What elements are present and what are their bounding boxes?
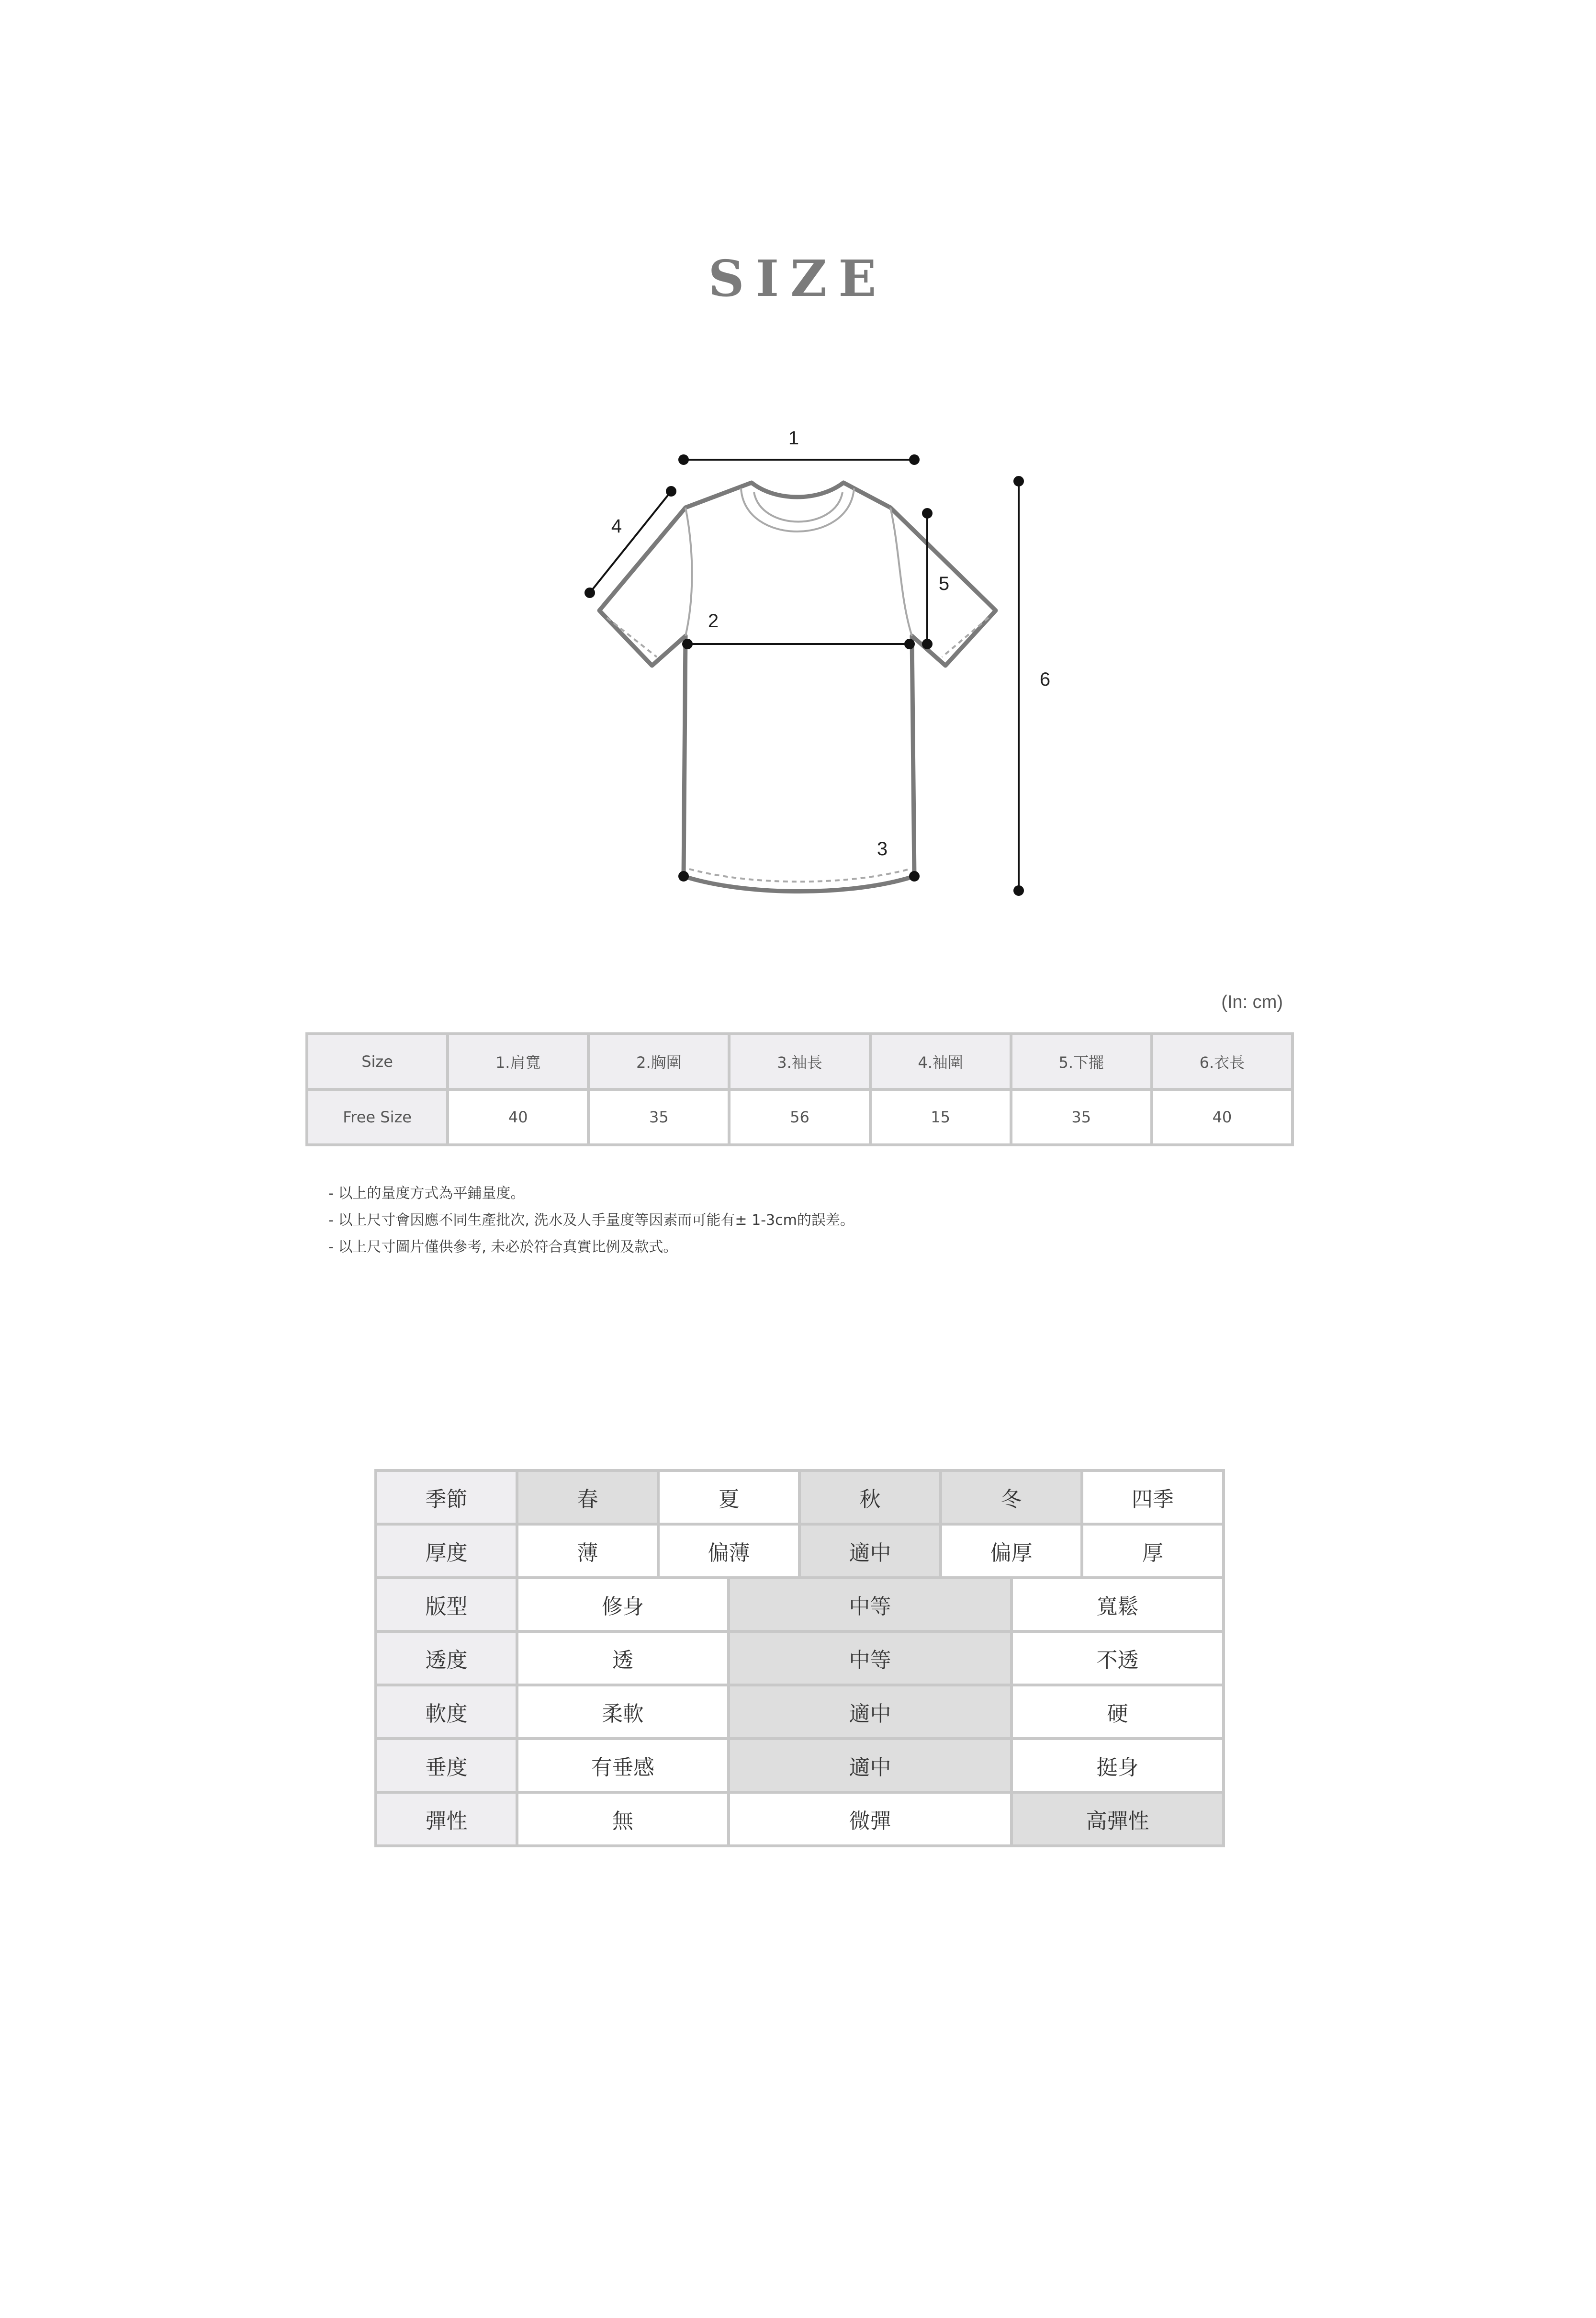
header-hem: 5.下擺 <box>1011 1034 1152 1089</box>
cell-length: 40 <box>1152 1089 1293 1145</box>
elasticity-label: 彈性 <box>376 1792 517 1846</box>
note-item: - 以上尺寸圖片僅供參考, 未必於符合真實比例及款式。 <box>328 1239 678 1255</box>
transparency-opaque: 不透 <box>1012 1631 1224 1685</box>
transparency-medium: 中等 <box>729 1631 1012 1685</box>
row-season <box>376 1470 1224 1524</box>
label-5: 5 <box>938 573 950 594</box>
cell-hem: 35 <box>1011 1089 1152 1145</box>
season-label: 季節 <box>376 1470 517 1524</box>
label-4: 4 <box>611 516 622 537</box>
label-2: 2 <box>708 611 719 632</box>
note-item: - 以上的量度方式為平鋪量度。 <box>328 1185 525 1202</box>
row-transparency <box>376 1631 1224 1685</box>
softness-label: 軟度 <box>376 1685 517 1739</box>
softness-medium: 適中 <box>729 1685 1012 1739</box>
fit-label: 版型 <box>376 1578 517 1631</box>
fit-regular: 中等 <box>729 1578 1012 1631</box>
drape-flowy: 有垂感 <box>517 1739 729 1792</box>
row-thickness <box>376 1524 1224 1578</box>
thickness-slightly-thick: 偏厚 <box>941 1524 1082 1578</box>
season-autumn: 秋 <box>799 1470 941 1524</box>
header-length: 6.衣長 <box>1152 1034 1293 1089</box>
cell-size-name: Free Size <box>307 1089 448 1145</box>
label-6: 6 <box>1039 669 1051 690</box>
season-spring: 春 <box>517 1470 658 1524</box>
header-shoulder: 1.肩寬 <box>448 1034 588 1089</box>
elasticity-high: 高彈性 <box>1012 1792 1224 1846</box>
softness-hard: 硬 <box>1012 1685 1224 1739</box>
transparency-label: 透度 <box>376 1631 517 1685</box>
header-chest: 2.胸圍 <box>588 1034 729 1089</box>
fit-loose: 寬鬆 <box>1012 1578 1224 1631</box>
page-title: SIZE <box>708 249 888 308</box>
fabric-properties-table <box>374 1469 1225 1847</box>
header-size: Size <box>307 1034 448 1089</box>
cell-sleeve-length: 56 <box>729 1089 870 1145</box>
season-summer: 夏 <box>658 1470 799 1524</box>
thickness-medium: 適中 <box>799 1524 941 1578</box>
thickness-thick: 厚 <box>1082 1524 1224 1578</box>
season-winter: 冬 <box>941 1470 1082 1524</box>
label-3: 3 <box>877 838 888 859</box>
transparency-sheer: 透 <box>517 1631 729 1685</box>
header-sleeve-length: 3.袖長 <box>729 1034 870 1089</box>
cell-chest: 35 <box>588 1089 729 1145</box>
thickness-label: 厚度 <box>376 1524 517 1578</box>
drape-structured: 挺身 <box>1012 1739 1224 1792</box>
label-1: 1 <box>788 428 799 449</box>
thickness-slightly-thin: 偏薄 <box>658 1524 799 1578</box>
table-row <box>307 1089 1293 1145</box>
size-table-header-row <box>307 1034 1293 1089</box>
fit-slim: 修身 <box>517 1578 729 1631</box>
header-sleeve-width: 4.袖圍 <box>870 1034 1011 1089</box>
row-elasticity <box>376 1792 1224 1846</box>
drape-medium: 適中 <box>729 1739 1012 1792</box>
drape-label: 垂度 <box>376 1739 517 1792</box>
elasticity-slight: 微彈 <box>729 1792 1012 1846</box>
tshirt-outline <box>599 483 996 892</box>
thickness-thin: 薄 <box>517 1524 658 1578</box>
softness-soft: 柔軟 <box>517 1685 729 1739</box>
tshirt-measurement-diagram <box>0 0 1596 958</box>
row-softness <box>376 1685 1224 1739</box>
note-item: - 以上尺寸會因應不同生產批次, 洗水及人手量度等因素而可能有± 1-3cm的誤差。 <box>328 1212 854 1229</box>
season-all: 四季 <box>1082 1470 1224 1524</box>
cell-shoulder: 40 <box>448 1089 588 1145</box>
unit-label: (In: cm) <box>1221 992 1283 1012</box>
size-table <box>305 1032 1294 1146</box>
cell-sleeve-width: 15 <box>870 1089 1011 1145</box>
row-fit <box>376 1578 1224 1631</box>
elasticity-none: 無 <box>517 1792 729 1846</box>
measurement-notes <box>328 1180 854 1261</box>
row-drape <box>376 1739 1224 1792</box>
